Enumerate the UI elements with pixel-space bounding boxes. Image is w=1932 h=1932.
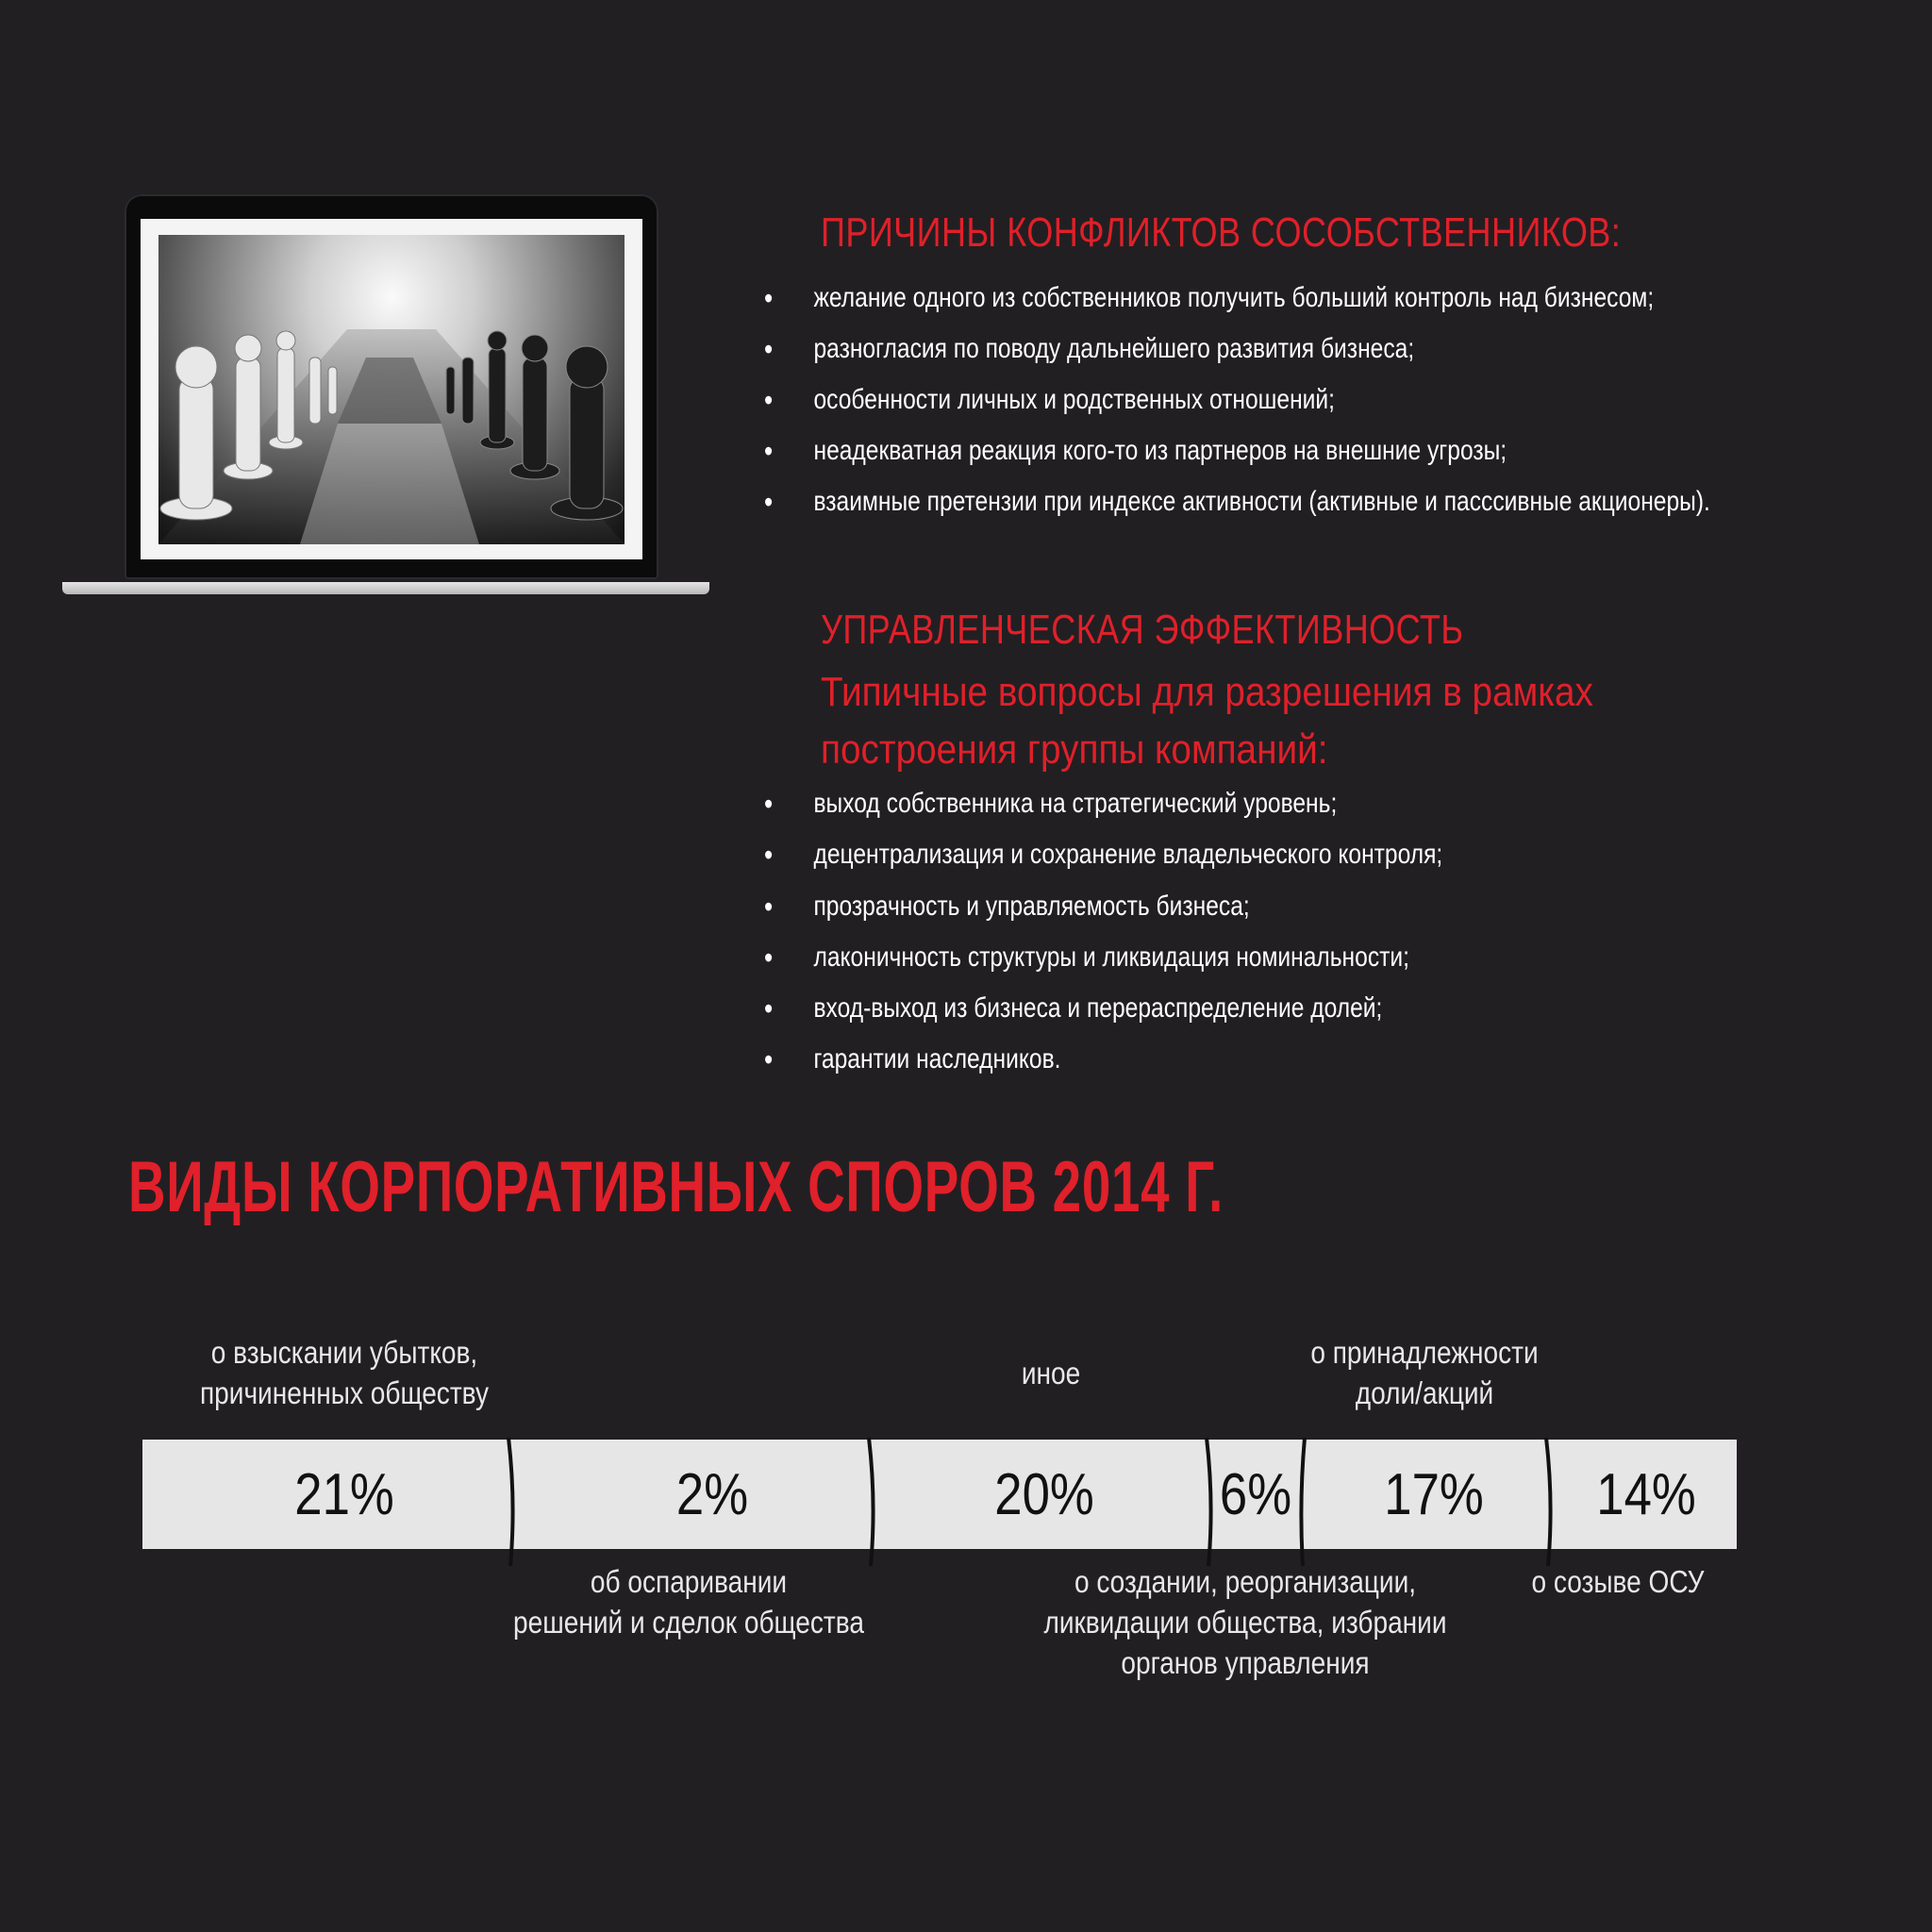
segment-divider (1201, 1434, 1220, 1570)
list-item: • особенности личных и родственных отношений; (764, 381, 1710, 432)
segment-value: 6% (1219, 1462, 1292, 1527)
caption-line: причиненных обществу (199, 1375, 489, 1410)
segment-value: 17% (1384, 1462, 1484, 1527)
laptop-base (62, 582, 709, 594)
causes-heading: ПРИЧИНЫ КОНФЛИКТОВ СОСОБСТВЕННИКОВ: (821, 209, 1622, 256)
segment-divider (1541, 1434, 1559, 1570)
segment-caption: иное (1021, 1356, 1081, 1391)
list-item: • выход собственника на стратегический уровень; (764, 785, 1442, 836)
caption-line: доли/акций (1355, 1375, 1494, 1410)
segment-divider (503, 1434, 522, 1570)
caption-line: решений и сделок общества (513, 1605, 864, 1640)
list-item: • вход-выход из бизнеса и перераспределение долей; (764, 990, 1442, 1041)
management-subheading: Типичные вопросы для разрешения в рамках построения группы компаний: (821, 669, 1593, 773)
segment-value: 2% (675, 1462, 749, 1527)
chess-image (158, 235, 625, 544)
caption-line: о взыскании убытков, (210, 1335, 478, 1370)
management-heading: УПРАВЛЕНЧЕСКАЯ ЭФФЕКТИВНОСТЬ (821, 607, 1464, 653)
list-item: • взаимные претензии при индексе активности (активные и пасссивные акционеры). (764, 483, 1710, 534)
chess-board-icon (158, 235, 625, 544)
segment-caption (1037, 1561, 1454, 1683)
list-item: • лаконичность структуры и ликвидация номинальности; (764, 939, 1442, 990)
causes-list (764, 279, 1918, 534)
caption-line: о принадлежности (1310, 1335, 1539, 1370)
list-item: • децентрализация и сохранение владельческого контроля; (764, 836, 1442, 887)
segment-caption: о созыве ОСУ (1531, 1564, 1705, 1599)
caption-line: органов управления (1121, 1645, 1370, 1680)
list-item: • неадекватная реакция кого-то из партнеров на внешние угрозы; (764, 432, 1710, 483)
segment-caption (489, 1561, 890, 1642)
segment-caption (184, 1332, 505, 1413)
list-item: • разногласия по поводу дальнейшего развития бизнеса; (764, 330, 1710, 381)
caption-line: о создании, реорганизации, (1074, 1564, 1417, 1599)
segment-divider (863, 1434, 882, 1570)
caption-line: ликвидации общества, избрании (1043, 1605, 1447, 1640)
list-item: • желание одного из собственников получить больший контроль над бизнесом; (764, 279, 1710, 330)
segment-value: 14% (1596, 1462, 1696, 1527)
segment-caption (1264, 1332, 1585, 1413)
management-list (764, 785, 1591, 1092)
list-item: • гарантии наследников. (764, 1041, 1442, 1091)
list-item: • прозрачность и управляемость бизнеса; (764, 888, 1442, 939)
disputes-heading: ВИДЫ КОРПОРАТИВНЫХ СПОРОВ 2014 Г. (128, 1147, 1224, 1227)
segment-value: 20% (994, 1462, 1094, 1527)
segment-divider (1295, 1434, 1314, 1570)
segment-value: 21% (294, 1462, 394, 1527)
caption-line: об оспаривании (590, 1564, 788, 1599)
